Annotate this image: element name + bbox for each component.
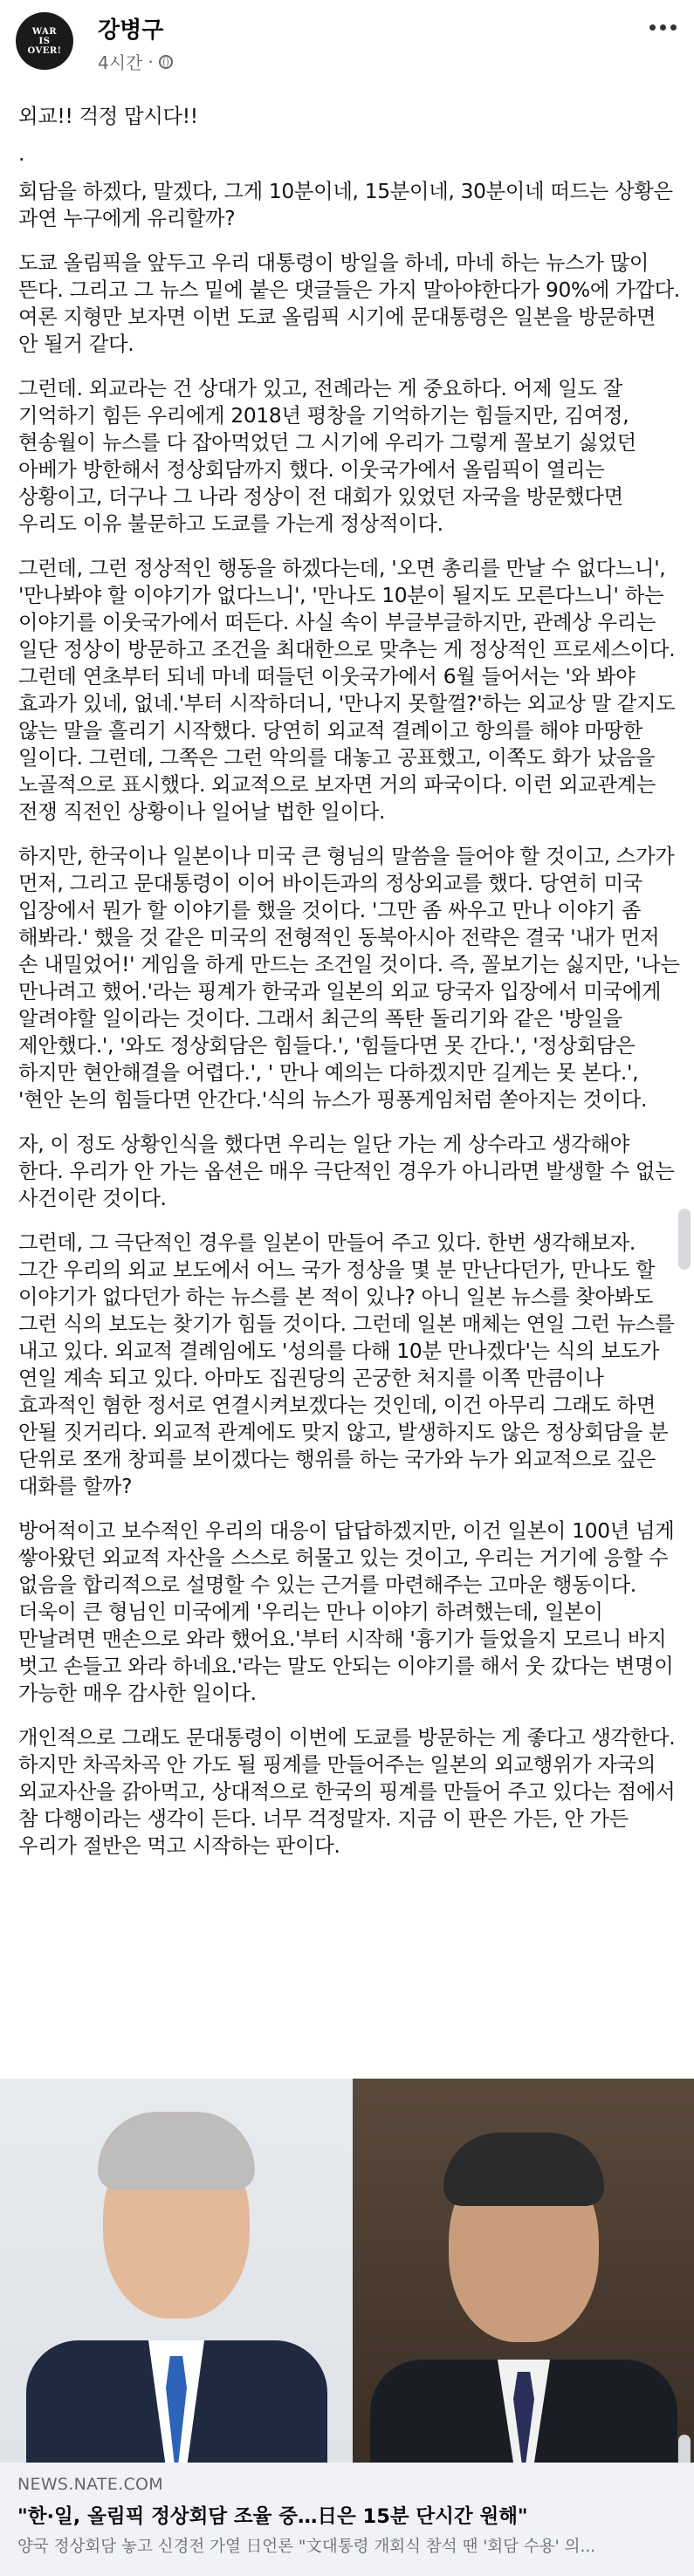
- avatar-text-line: OVER!: [27, 45, 62, 56]
- author-name[interactable]: 강병구: [98, 17, 164, 44]
- avatar[interactable]: [16, 12, 73, 70]
- link-preview-card[interactable]: [0, 2463, 694, 2576]
- post-paragraph: 자, 이 정도 상황인식을 했다면 우리는 일단 가는 게 상수라고 생각해야 한다. 우리가 안 가는 옵션은 매우 극단적인 경우가 아니라면 발생할 수 없는 사건이란 것이다.: [18, 1133, 675, 1210]
- photo-left: [0, 2079, 353, 2463]
- post-paragraph: 하지만, 한국이나 일본이나 미국 큰 형님의 말씀을 들어야 할 것이고, 스가가 먼저, 그리고 문대통령이 이어 바이든과의 정상외교를 했다. 당연히 미국 입장에서 뭔가 할 이야기를 했을 것이다. '그만 좀 싸우고 만나 이야기 좀 해봐라.' 했을 것 같은 미국의 전형적인 동북아시아 전략은 결국 '내가 먼저 손 내밀었어!' 게임을 하게 만드는 조건일 것이다. 즉, 꼴보기는 싫지만, '나는 만나려고 했어.'라는 핑계가 한국과 일본의 외교 당국자 입장에서 미국에게 알려야할 일이라는 것이다. 그래서 최근의 폭탄 돌리기와 같은 '방일을 제안했다.', '와도 정상회담은 힘들다.', '힘들다면 못 간다.', '정상회담은 하지만 현안해결을 어렵다.', ' 만나 예의는 다하겠지만 길게는 못 본다.', '현안 논의 힘들다면 안간다.'식의 뉴스가 핑퐁게임처럼 쏟아지는 것이다.: [18, 845, 680, 1112]
- post-paragraph: 회담을 하겠다, 말겠다, 그게 10분이네, 15분이네, 30분이네 떠드는 상황은 과연 누구에게 유리할까?: [18, 180, 673, 230]
- scroll-handle[interactable]: [678, 1209, 691, 1270]
- post-body: [18, 103, 680, 1877]
- post-paragraph: 그런데, 그 극단적인 경우를 일본이 만들어 주고 있다. 한번 생각해보자. 그간 우리의 외교 보도에서 어느 국가 정상을 몇 분 만난다던가, 만나도 할 이야기가 없다던가 하는 뉴스를 본 적이 있나? 아니 일본 뉴스를 찾아봐도 그런 식의 보도는 찾기가 힘들 것이다. 그런데 일본 매체는 연일 그런 뉴스를 내고 있다. 외교적 결례임에도 '성의를 다해 10분 만나겠다'는 식의 보도가 연일 계속 되고 있다. 아마도 집권당의 곤궁한 처지를 이쪽 만큼이나 효과적인 혐한 정서로 연결시켜보겠다는 것인데, 이건 아무리 그래도 하면 안될 짓거리다. 외교적 관계에도 맞지 않고, 발생하지도 않은 정상회담을 분 단위로 쪼개 창피를 보이겠다는 행위를 하는 국가와 누가 외교적으로 깊은 대화를 할까?: [18, 1231, 675, 1498]
- post-paragraph: 개인적으로 그래도 문대통령이 이번에 도쿄를 방문하는 게 좋다고 생각한다. 하지만 차곡차곡 안 가도 될 핑계를 만들어주는 일본의 외교행위가 자국의 외교자산을 갉아먹고, 상대적으로 한국의 핑계를 만들어 주고 있다는 점에서 참 다행이라는 생각이 든다. 너무 걱정말자. 지금 이 판은 가든, 안 가든 우리가 절반은 먹고 시작하는 판이다.: [18, 1726, 676, 1858]
- globe-icon[interactable]: [159, 55, 173, 69]
- post-paragraph: .: [18, 142, 25, 166]
- link-title: "한·일, 올림픽 정상회담 조율 중…日은 15분 단시간 원해": [17, 2505, 528, 2528]
- link-description: 양국 정상회담 놓고 신경전 가열 日언론 "文대통령 개회식 참석 땐 '회담 수용' 의...: [17, 2538, 596, 2556]
- post-paragraph: 도쿄 올림픽을 앞두고 우리 대통령이 방일을 하네, 마네 하는 뉴스가 많이 뜬다. 그리고 그 뉴스 밑에 붙은 댓글들은 가지 말아야한다가 90%에 가깝다. 여론 지형만 보자면 이번 도쿄 올림픽 시기에 문대통령은 일본을 방문하면 안 될거 같다.: [18, 251, 680, 356]
- link-preview-image[interactable]: [0, 2079, 694, 2463]
- post-paragraph: 방어적이고 보수적인 우리의 대응이 답답하겠지만, 이건 일본이 100년 넘게 쌓아왔던 외교적 자산을 스스로 허물고 있는 것이고, 우리는 거기에 응할 수 없음을 합리적으로 설명할 수 있는 근거를 마련해주는 고마운 행동이다. 더욱이 큰 형님인 미국에게 '우리는 만나 이야기 하려했는데, 일본이 만날려면 맨손으로 와라 했어요.'부터 시작해 '흉기가 들었을지 모르니 바지 벗고 손들고 와라 하네요.'라는 말도 안되는 이야기를 해서 웃 갔다는 변명이 가능한 매우 감사한 일이다.: [18, 1519, 675, 1705]
- post-meta: 4시간 ·: [98, 49, 173, 74]
- post-timestamp[interactable]: 4시간: [98, 52, 143, 73]
- more-horizontal-icon[interactable]: [649, 24, 677, 31]
- link-domain: NEWS.NATE.COM: [17, 2475, 164, 2494]
- avatar-text-line: IS: [38, 36, 51, 46]
- avatar-text-line: WAR: [31, 26, 58, 37]
- post-paragraph: 외교!! 걱정 맙시다!!: [18, 105, 198, 128]
- post-paragraph: 그런데. 외교라는 건 상대가 있고, 전례라는 게 중요하다. 어제 일도 잘 기억하기 힘든 우리에게 2018년 평창을 기억하기는 힘들지만, 김여정, 현송월이 뉴스를 다 잡아먹었던 그 시기에 우리가 그렇게 꼴보기 싫었던 아베가 방한해서 정상회담까지 했다. 이웃국가에서 올림픽이 열리는 상황이고, 더구나 그 나라 정상이 전 대회가 있었던 자국을 방문했다면 우리도 이유 불문하고 도쿄를 가는게 정상적이다.: [18, 377, 636, 536]
- post-header: [0, 0, 694, 96]
- photo-right: [353, 2079, 694, 2463]
- post-paragraph: 그런데, 그런 정상적인 행동을 하겠다는데, '오면 총리를 만날 수 없다느니', '만나봐야 할 이야기가 없다느니', '만나도 10분이 될지도 모른다느니' 하는 이야기를 이웃국가에서 떠든다. 사실 속이 부글부글하지만, 관례상 우리는 일단 정상이 방문하고 조건을 최대한으로 맞추는 게 정상적인 프로세스이다. 그런데 연초부터 되네 마네 떠들던 이웃국가에서 6월 들어서는 '와 봐야 효과가 있네, 없네.'부터 시작하더니, '만나지 못할껄?'하는 외교상 말 같지도 않는 말을 흘리기 시작했다. 당연히 외교적 결례이고 항의를 해야 마땅한 일이다. 그런데, 그쪽은 그런 악의를 대놓고 공표했고, 이쪽도 화가 났음을 노골적으로 표시했다. 외교적으로 보자면 거의 파국이다. 이런 외교관계는 전쟁 직전인 상황이나 일어날 법한 일이다.: [18, 557, 676, 824]
